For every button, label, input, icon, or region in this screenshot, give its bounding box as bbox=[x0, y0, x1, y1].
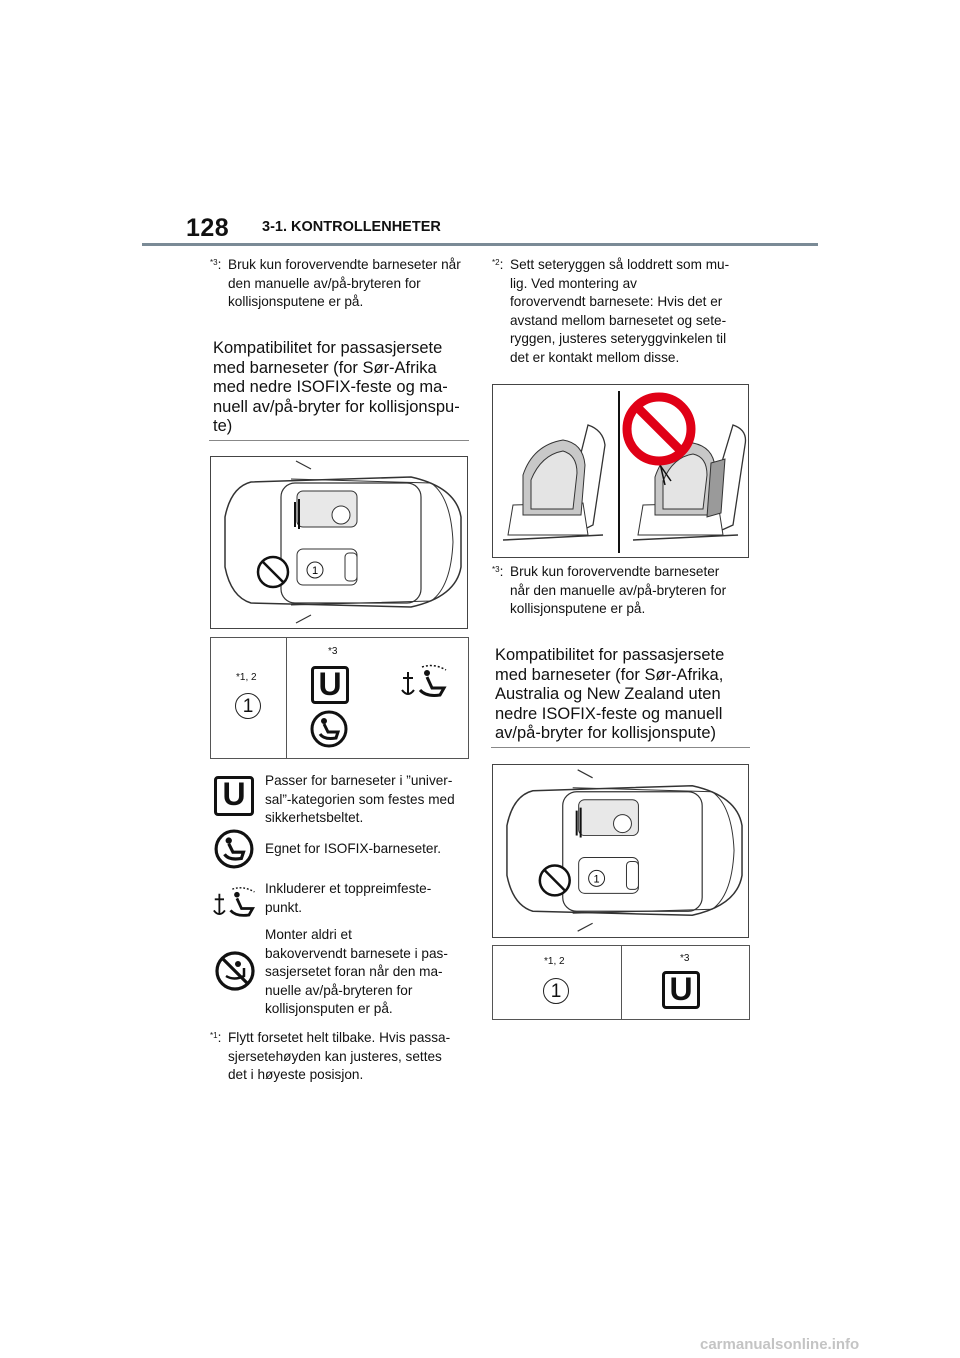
universal-u-icon: U bbox=[214, 776, 254, 816]
seat-number: 1 bbox=[593, 873, 600, 886]
footnote-3-right bbox=[492, 563, 754, 619]
footnote-line: ryggen, justeres seteryggvinkelen til bbox=[510, 331, 727, 346]
table-cell-seat bbox=[211, 638, 287, 758]
isofix-seat-icon bbox=[310, 710, 348, 748]
footnote-mark: $^{*3}$: bbox=[492, 564, 504, 579]
header-rule bbox=[142, 243, 818, 246]
legend-line: Passer for barneseter i ”univer- bbox=[265, 773, 453, 788]
legend-line: sal”-kategorien som festes med bbox=[265, 791, 455, 807]
legend-top-tether bbox=[212, 880, 470, 917]
legend-line: sasjersetet foran når den ma- bbox=[265, 964, 443, 979]
legend-universal bbox=[214, 772, 470, 828]
heading-line: Australia og New Zealand uten bbox=[495, 685, 721, 703]
footnote-mark: $^{*3}$: bbox=[210, 257, 222, 272]
no-rearward-seat-icon bbox=[214, 950, 256, 992]
heading-line: Kompatibilitet for passasjersete bbox=[495, 646, 725, 664]
universal-u-icon: U bbox=[662, 971, 700, 1009]
cell-label: *1, 2 bbox=[544, 956, 565, 967]
section-title: 3-1. KONTROLLENHETER bbox=[262, 219, 441, 235]
heading-underline bbox=[209, 440, 469, 441]
heading-line: Kompatibilitet for passasjersete bbox=[213, 339, 443, 357]
footnote-line: det er kontakt mellom disse. bbox=[510, 349, 680, 365]
right-heading bbox=[495, 646, 755, 744]
footnote-text: Bruk kun forovervendte barneseter når den manuelle av/på-bryteren for kollisjonsputene er på. bbox=[228, 257, 461, 309]
footnote-line: forovervendt barnesete: Hvis det er bbox=[510, 294, 723, 309]
legend-line: kollisjonsputen er på. bbox=[265, 1001, 393, 1016]
legend-text bbox=[265, 772, 470, 828]
table-cell-icons bbox=[622, 946, 749, 1019]
footnote-line: Bruk kun forovervendte barneseter bbox=[510, 564, 720, 579]
watermark: carmanualsonline.info bbox=[700, 1336, 860, 1353]
legend-text bbox=[265, 880, 470, 917]
footnote-2-right bbox=[492, 256, 754, 367]
legend-text bbox=[265, 926, 470, 1019]
footnote-line: avstand mellom barnesetet og sete- bbox=[510, 312, 727, 328]
cell-label: *3 bbox=[328, 646, 338, 657]
legend-isofix bbox=[214, 829, 470, 859]
heading-line: nedre ISOFIX-feste og manuell bbox=[495, 704, 723, 723]
footnote-mark: $^{*1}$: bbox=[210, 1030, 222, 1045]
footnote-line: lig. Ved montering av bbox=[510, 275, 637, 291]
page-number: 128 bbox=[186, 214, 230, 242]
heading-line: te) bbox=[213, 417, 233, 435]
seatback-figure bbox=[492, 384, 749, 558]
legend-line: bakovervendt barnesete i pas- bbox=[265, 945, 448, 961]
heading-line: nuell av/på-bryter for kollisjonspu- bbox=[213, 397, 460, 416]
footnote-line: Flytt forsetet helt tilbake. Hvis passa- bbox=[228, 1030, 451, 1045]
top-tether-icon bbox=[400, 664, 452, 700]
legend-line: nuelle av/på-bryteren for bbox=[265, 982, 413, 998]
left-heading bbox=[213, 339, 473, 437]
table-cell-seat bbox=[493, 946, 622, 1019]
footnote-line: Sett seteryggen så loddrett som mu- bbox=[510, 257, 730, 272]
car-diagram-right bbox=[492, 764, 749, 938]
seat-1-circle: 1 bbox=[543, 978, 569, 1004]
heading-line: med barneseter (for Sør-Afrika, bbox=[495, 665, 724, 684]
seatback-illustration bbox=[493, 385, 748, 557]
footnote-mark: $^{*2}$: bbox=[492, 257, 504, 272]
footnote-line: sjersetehøyden kan justeres, settes bbox=[228, 1048, 442, 1064]
footnote-3-left bbox=[210, 256, 472, 312]
footnote-line: når den manuelle av/på-bryteren for bbox=[510, 582, 727, 598]
footnote-text bbox=[510, 563, 754, 619]
legend-line: Monter aldri et bbox=[265, 927, 352, 942]
footnote-text bbox=[510, 256, 754, 367]
seat-1-circle: 1 bbox=[235, 693, 261, 719]
heading-underline bbox=[491, 747, 750, 748]
footnote-line: det i høyeste posisjon. bbox=[228, 1067, 364, 1082]
footnote-line: kollisjonsputene er på. bbox=[510, 601, 646, 616]
footnote-1-left bbox=[210, 1029, 472, 1085]
legend-line: sikkerhetsbeltet. bbox=[265, 810, 364, 825]
universal-u-icon: U bbox=[311, 666, 349, 704]
legend-line: punkt. bbox=[265, 899, 303, 915]
table-cell-icons bbox=[287, 638, 468, 758]
legend-line: Inkluderer et toppreimfeste- bbox=[265, 881, 432, 896]
heading-line: av/på-bryter for kollisjonspute) bbox=[495, 724, 717, 742]
compat-table-left bbox=[210, 637, 469, 759]
car-diagram-left bbox=[210, 456, 468, 629]
seat-number: 1 bbox=[311, 565, 319, 577]
cell-label: *3 bbox=[680, 953, 690, 964]
legend-text: Egnet for ISOFIX-barneseter. bbox=[265, 841, 442, 856]
car-top-view-figure bbox=[211, 457, 467, 628]
heading-line: med nedre ISOFIX-feste og ma- bbox=[213, 378, 448, 396]
heading-line: med barneseter (for Sør-Afrika bbox=[213, 358, 437, 377]
cell-label: *1, 2 bbox=[236, 672, 257, 683]
isofix-seat-icon bbox=[214, 829, 254, 869]
top-tether-icon bbox=[212, 886, 260, 920]
footnote-text bbox=[228, 1029, 472, 1085]
compat-table-right bbox=[492, 945, 750, 1020]
legend-no-rearward bbox=[214, 926, 470, 1019]
car-top-view-figure bbox=[493, 765, 748, 937]
